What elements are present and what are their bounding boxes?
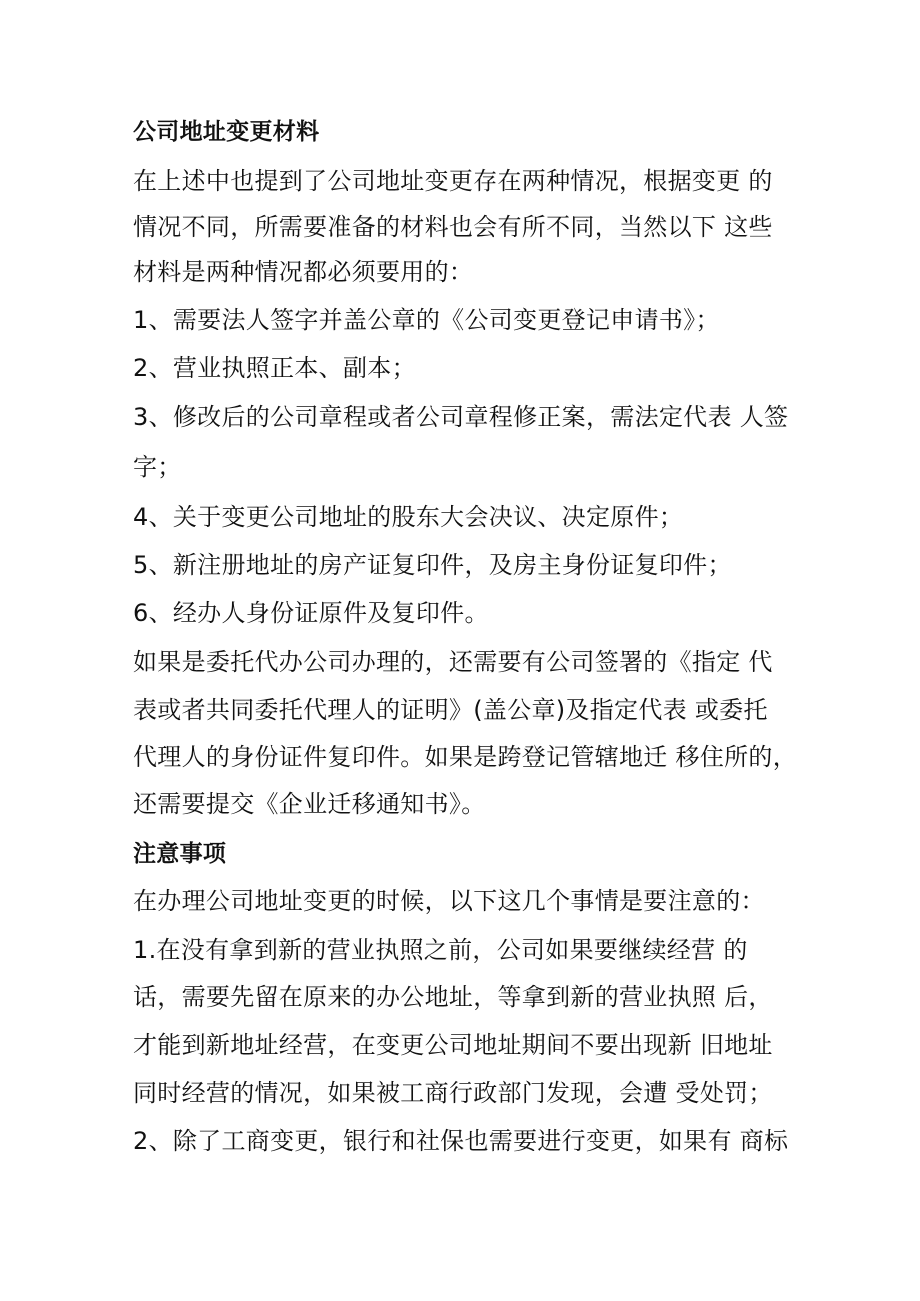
list-item: 6、经办人身份证原件及复印件。: [133, 599, 489, 627]
list-item: 1、需要法人签字并盖公章的《公司变更登记申请书》；: [133, 306, 720, 334]
section-heading-notes: 注意事项: [133, 841, 227, 867]
paragraph-line: 在办理公司地址变更的时候，以下这几个事情是要注意的：: [133, 887, 765, 915]
section-heading-materials: 公司地址变更材料: [133, 119, 320, 145]
list-item: 3、修改后的公司章程或者公司章程修正案，需法定代表 人签: [133, 403, 789, 431]
list-item: 2、除了工商变更，银行和社保也需要进行变更，如果有 商标: [133, 1127, 789, 1155]
list-item: 1.在没有拿到新的营业执照之前，公司如果要继续经营 的: [133, 936, 748, 964]
paragraph-line: 如果是委托代办公司办理的，还需要有公司签署的《指定 代: [133, 648, 773, 676]
paragraph-line: 还需要提交《企业迁移通知书》。: [133, 790, 486, 818]
paragraph-line: 材料是两种情况都必须要用的：: [133, 258, 474, 286]
paragraph-line: 代理人的身份证件复印件。如果是跨登记管辖地迁 移住所的，: [133, 743, 798, 771]
list-item: 2、营业执照正本、副本；: [133, 354, 416, 382]
paragraph-line: 同时经营的情况，如果被工商行政部门发现，会遭 受处罚；: [133, 1079, 773, 1107]
list-item: 5、新注册地址的房产证复印件，及房主身份证复印件；: [133, 551, 732, 579]
paragraph-line: 表或者共同委托代理人的证明》(盖公章)及指定代表 或委托: [133, 696, 768, 724]
paragraph-line: 情况不同，所需要准备的材料也会有所不同，当然以下 这些: [133, 213, 773, 241]
paragraph-line: 在上述中也提到了公司地址变更存在两种情况，根据变更 的: [133, 167, 773, 195]
paragraph-line: 才能到新地址经营，在变更公司地址期间不要出现新 旧地址: [133, 1031, 773, 1059]
list-item: 字；: [133, 453, 182, 481]
list-item: 4、关于变更公司地址的股东大会决议、决定原件；: [133, 503, 684, 531]
paragraph-line: 话，需要先留在原来的办公地址，等拿到新的营业执照 后，: [133, 983, 773, 1011]
